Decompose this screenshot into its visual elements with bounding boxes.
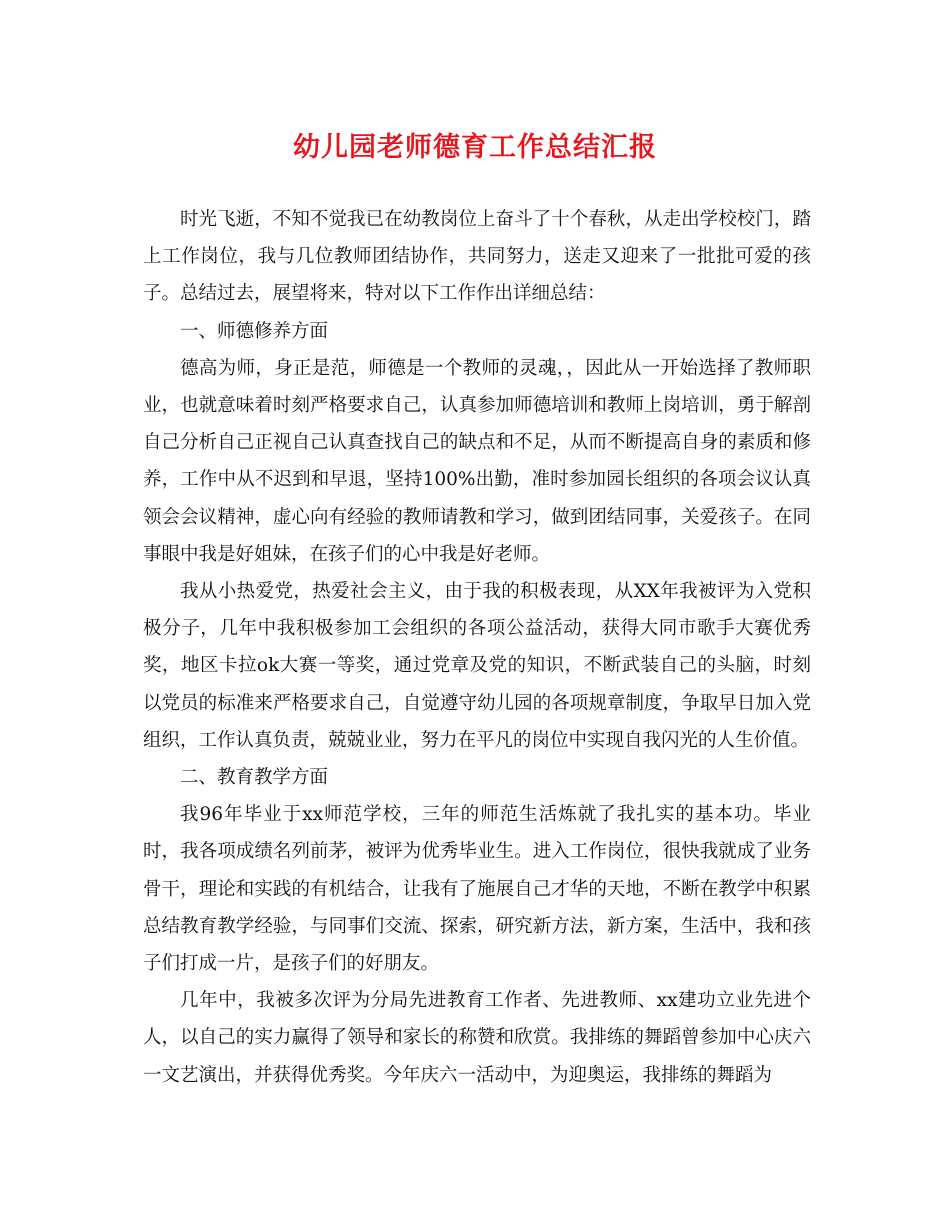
document-body <box>143 201 811 1094</box>
section-heading-teaching: 二、教育教学方面 <box>180 767 329 789</box>
paragraph-teaching: 我96年毕业于xx师范学校，三年的师范生活炼就了我扎实的基本功。毕业时，我各项成绩名列前茅，被评为优秀毕业生。进入工作岗位，很快我就成了业务骨干，理论和实践的有机结合，让我有了施展自己才华的天地，不断在教学中积累总结教育教学经验，与同事们交流、探索，研究新方法，新方案，生活中，我和孩子们打成一片，是孩子们的好朋友。 <box>143 804 811 975</box>
paragraph-intro: 时光飞逝，不知不觉我已在幼教岗位上奋斗了十个春秋，从走出学校校门，踏上工作岗位，我与几位教师团结协作，共同努力，送走又迎来了一批批可爱的孩子。总结过去，展望将来，特对以下工作作出详细总结： <box>143 209 811 305</box>
section-heading-ethics: 一、师德修养方面 <box>180 320 329 342</box>
paragraph-ethics: 德高为师，身正是范，师德是一个教师的灵魂，，因此从一开始选择了教师职业，也就意味着时刻严格要求自己，认真参加师德培训和教师上岗培训，勇于解剖自己分析自己正视自己认真查找自己的缺点和不足，从而不断提高自身的素质和修养，工作中从不迟到和早退，坚持100%出勤，准时参加园长组织的各项会议认真领会会议精神，虚心向有经验的教师请教和学习，做到团结同事，关爱孩子。在同事眼中我是好姐妹，在孩子们的心中我是好老师。 <box>143 357 811 565</box>
paragraph-awards: 几年中，我被多次评为分局先进教育工作者、先进教师、xx建功立业先进个人，以自己的实力赢得了领导和家长的称赞和欣赏。我排练的舞蹈曾参加中心庆六一文艺演出，并获得优秀奖。今年庆六一活动中，为迎奥运，我排练的舞蹈为 <box>143 990 811 1086</box>
document-title: 幼儿园老师德育工作总结汇报 <box>293 132 657 163</box>
paragraph-party: 我从小热爱党，热爱社会主义，由于我的积极表现，从XX年我被评为入党积极分子，几年中我积极参加工会组织的各项公益活动，获得大同市歌手大赛优秀奖，地区卡拉ok大赛一等奖，通过党章及党的知识，不断武装自己的头脑，时刻以党员的标准来严格要求自己，自觉遵守幼儿园的各项规章制度，争取早日加入党组织，工作认真负责，兢兢业业，努力在平凡的岗位中实现自我闪光的人生价值。 <box>143 581 811 751</box>
